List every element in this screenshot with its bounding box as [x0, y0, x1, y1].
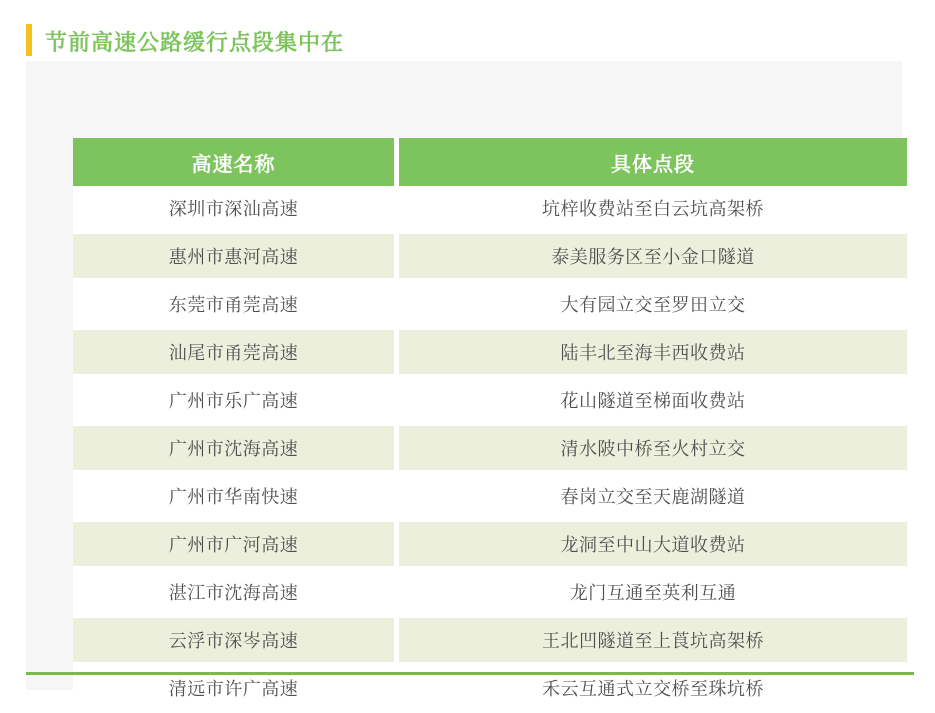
table-header-row — [73, 138, 907, 186]
table-row — [73, 618, 907, 662]
table-row — [73, 234, 907, 278]
road-section-cell: 大有园立交至罗田立交 — [399, 282, 907, 326]
title-accent-bar — [26, 24, 32, 56]
highway-name-cell: 清远市许广高速 — [73, 666, 394, 710]
road-section-cell: 龙门互通至英利互通 — [399, 570, 907, 614]
road-section-cell: 王北凹隧道至上莨坑高架桥 — [399, 618, 907, 662]
page-title: 节前高速公路缓行点段集中在 — [45, 30, 345, 55]
road-section-cell: 泰美服务区至小金口隧道 — [399, 234, 907, 278]
road-section-cell: 春岗立交至天鹿湖隧道 — [399, 474, 907, 518]
header-road-section: 具体点段 — [399, 138, 907, 186]
highway-name-cell: 广州市广河高速 — [73, 522, 394, 566]
highway-name-cell: 广州市华南快速 — [73, 474, 394, 518]
table-row — [73, 330, 907, 374]
highway-name-cell: 汕尾市甬莞高速 — [73, 330, 394, 374]
content-card — [26, 61, 902, 699]
header-highway-name: 高速名称 — [73, 138, 394, 186]
table-row — [73, 522, 907, 566]
road-section-cell: 陆丰北至海丰西收费站 — [399, 330, 907, 374]
road-section-cell: 龙洞至中山大道收费站 — [399, 522, 907, 566]
highway-name-cell: 东莞市甬莞高速 — [73, 282, 394, 326]
highway-name-cell: 广州市沈海高速 — [73, 426, 394, 470]
table-row — [73, 426, 907, 470]
table-row — [73, 378, 907, 422]
highway-congestion-table — [73, 138, 907, 713]
table-row — [73, 570, 907, 614]
road-section-cell: 花山隧道至梯面收费站 — [399, 378, 907, 422]
road-section-cell: 坑梓收费站至白云坑高架桥 — [399, 186, 907, 230]
bottom-divider-line — [26, 672, 914, 675]
highway-name-cell: 湛江市沈海高速 — [73, 570, 394, 614]
highway-name-cell: 惠州市惠河高速 — [73, 234, 394, 278]
road-section-cell: 清水陂中桥至火村立交 — [399, 426, 907, 470]
table-row — [73, 186, 907, 230]
highway-name-cell: 深圳市深汕高速 — [73, 186, 394, 230]
table-row — [73, 474, 907, 518]
road-section-cell: 禾云互通式立交桥至珠坑桥 — [399, 666, 907, 710]
highway-name-cell: 广州市乐广高速 — [73, 378, 394, 422]
highway-name-cell: 云浮市深岑高速 — [73, 618, 394, 662]
table-row — [73, 282, 907, 326]
